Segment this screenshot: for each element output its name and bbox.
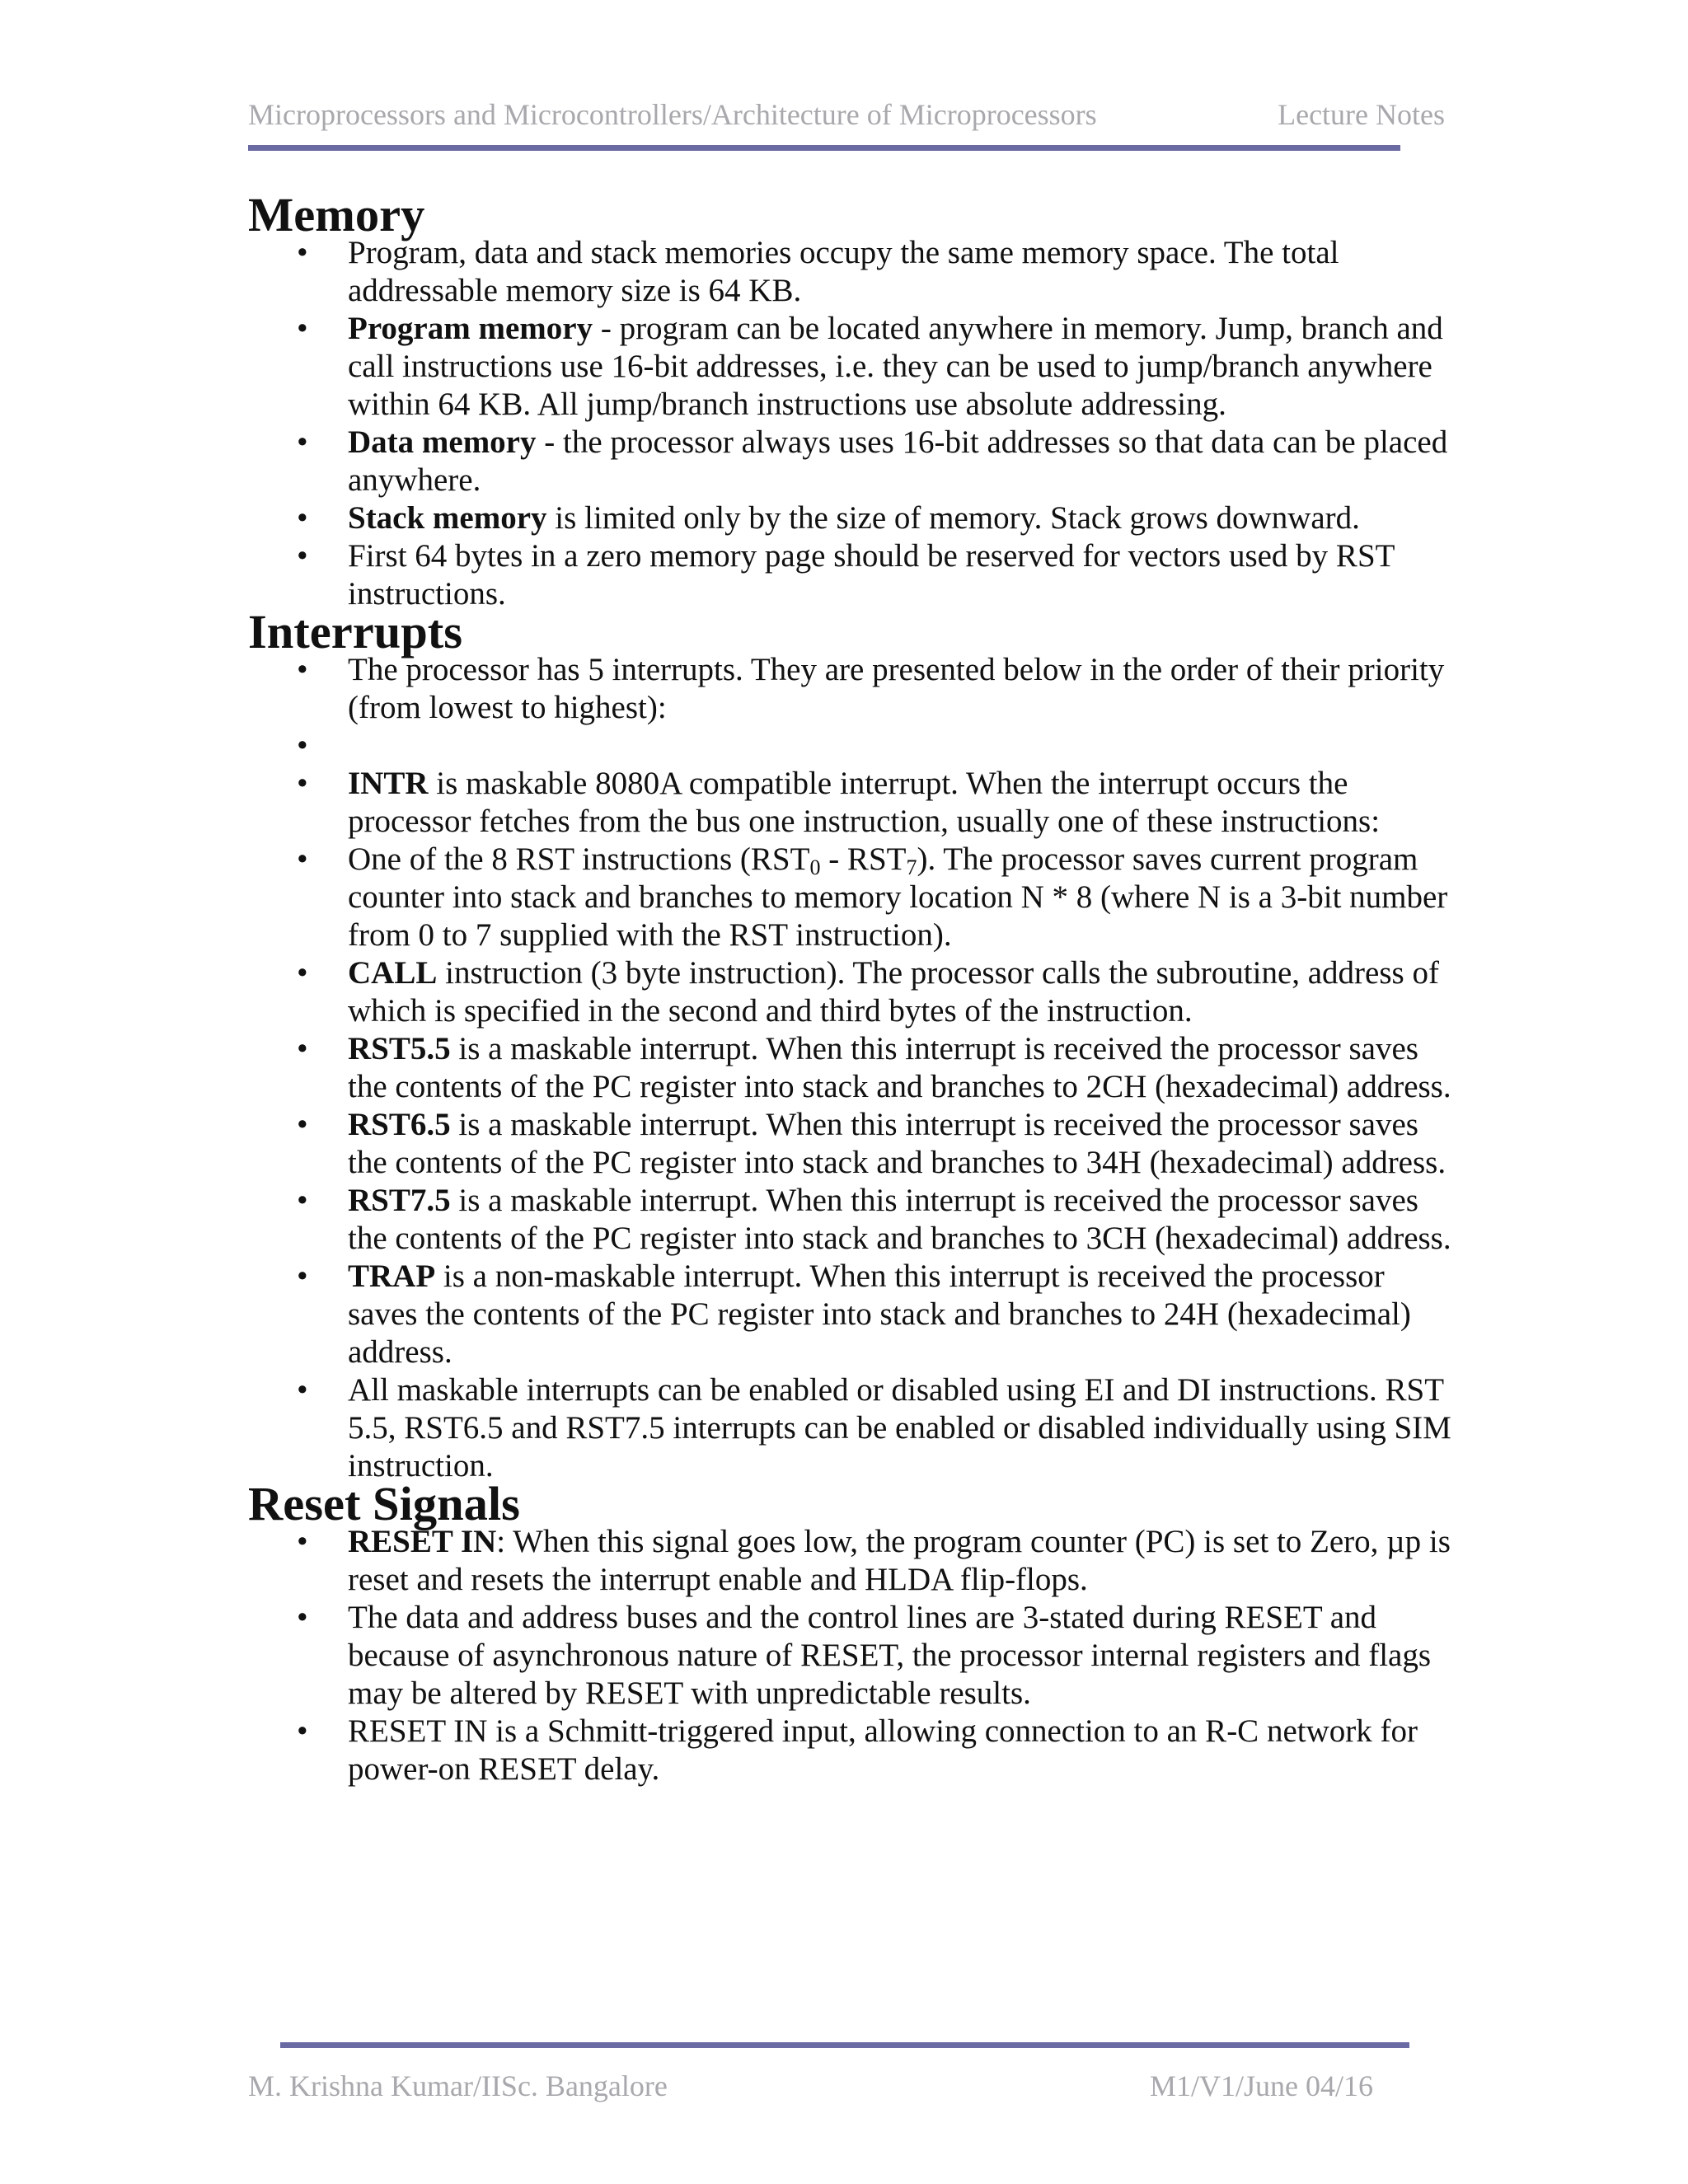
bullet-list xyxy=(248,1523,1451,1788)
item-term: RST7.5 xyxy=(348,1183,451,1218)
list-item-empty xyxy=(248,727,1451,765)
section-title: Memory xyxy=(248,188,425,241)
bullet-icon: • xyxy=(297,955,308,991)
header-divider xyxy=(248,145,1400,151)
list-item xyxy=(248,765,1451,841)
list-item xyxy=(248,1371,1451,1485)
bullet-list xyxy=(248,234,1451,613)
bullet-icon: • xyxy=(297,1713,308,1749)
item-text: is a non-maskable interrupt. When this interrupt is received the processor saves the contents of the PC register into stack and branches to 24H (hexadecimal) address. xyxy=(348,1258,1411,1370)
list-item xyxy=(248,954,1451,1030)
item-text: ). The processor saves current program counter into stack and branches to memory location N * 8 (where N is a 3-bit number from 0 to 7 supplied with the RST instruction). xyxy=(348,841,1448,953)
list-item xyxy=(248,1182,1451,1258)
list-item xyxy=(248,537,1451,613)
list-item xyxy=(248,1713,1451,1788)
item-text: instruction (3 byte instruction). The processor calls the subroutine, address of which is specified in the second and third bytes of the instruction. xyxy=(348,955,1439,1029)
list-item xyxy=(248,841,1451,954)
item-text: is a maskable interrupt. When this interrupt is received the processor saves the contents of the PC register into stack and branches to 3CH (hexadecimal) address. xyxy=(348,1183,1451,1256)
item-text: is a maskable interrupt. When this interrupt is received the processor saves the contents of the PC register into stack and branches to 34H (hexadecimal) address. xyxy=(348,1107,1447,1180)
bullet-icon: • xyxy=(297,728,308,763)
item-text: The processor has 5 interrupts. They are presented below in the order of their priority (from lowest to highest): xyxy=(348,652,1445,725)
footer-page-ref: M1/V1/June 04/16 xyxy=(1149,2069,1373,2102)
item-term: TRAP xyxy=(348,1258,436,1294)
list-item xyxy=(248,1106,1451,1182)
subscript: 7 xyxy=(906,855,917,879)
item-term: Program memory xyxy=(348,311,593,346)
bullet-icon: • xyxy=(297,311,308,346)
item-term: RST6.5 xyxy=(348,1107,451,1142)
item-text: - program can be located anywhere in memory. Jump, branch and call instructions use 16-bit addresses, i.e. they can be used to jump/branch anywhere within 64 KB. All jump/branch instructions use absolute addressing. xyxy=(348,311,1443,422)
item-term: INTR xyxy=(348,766,429,801)
bullet-icon: • xyxy=(297,1524,308,1559)
section-memory xyxy=(248,188,1451,613)
list-item xyxy=(248,424,1451,499)
bullet-icon: • xyxy=(297,424,308,460)
subscript: 0 xyxy=(809,855,821,879)
page-header xyxy=(248,97,1445,137)
page-footer xyxy=(248,2069,1373,2108)
section-title: Reset Signals xyxy=(248,1477,520,1530)
bullet-list xyxy=(248,651,1451,1485)
bullet-icon: • xyxy=(297,1183,308,1218)
bullet-icon: • xyxy=(297,766,308,801)
bullet-icon: • xyxy=(297,235,308,270)
item-text: RESET IN is a Schmitt-triggered input, allowing connection to an R-C network for power-on RESET delay. xyxy=(348,1713,1418,1787)
bullet-icon: • xyxy=(297,1372,308,1408)
item-text: First 64 bytes in a zero memory page should be reserved for vectors used by RST instructions. xyxy=(348,538,1395,612)
item-text: is a maskable interrupt. When this interrupt is received the processor saves the contents of the PC register into stack and branches to 2CH (hexadecimal) address. xyxy=(348,1031,1451,1104)
list-item xyxy=(248,1599,1451,1713)
section-reset-signals xyxy=(248,1477,1451,1788)
list-item xyxy=(248,1523,1451,1599)
bullet-icon: • xyxy=(297,1107,308,1142)
item-term: RST5.5 xyxy=(348,1031,451,1066)
bullet-icon: • xyxy=(297,1031,308,1066)
bullet-icon: • xyxy=(297,1600,308,1635)
header-doc-type: Lecture Notes xyxy=(1278,98,1445,131)
list-item xyxy=(248,499,1451,537)
item-text: Program, data and stack memories occupy the same memory space. The total addressable memory size is 64 KB. xyxy=(348,235,1339,308)
item-text: : When this signal goes low, the program counter (PC) is set to Zero, µp is reset and resets the interrupt enable and HLDA flip-flops. xyxy=(348,1524,1451,1597)
item-text: All maskable interrupts can be enabled or disabled using EI and DI instructions. RST 5.5, RST6.5 and RST7.5 interrupts can be enabled or disabled individually using SIM instruction. xyxy=(348,1372,1451,1483)
item-term: CALL xyxy=(348,955,438,991)
item-text: is limited only by the size of memory. Stack grows downward. xyxy=(546,500,1360,536)
item-term: Data memory xyxy=(348,424,537,460)
section-title: Interrupts xyxy=(248,605,462,658)
list-item xyxy=(248,310,1451,424)
item-term: Stack memory xyxy=(348,500,547,536)
section-interrupts xyxy=(248,605,1451,1485)
item-text: One of the 8 RST instructions (RST xyxy=(348,841,810,877)
bullet-icon: • xyxy=(297,1258,308,1294)
bullet-icon: • xyxy=(297,652,308,687)
item-term: RESET IN xyxy=(348,1524,497,1559)
item-text: The data and address buses and the control lines are 3-stated during RESET and because of asynchronous nature of RESET, the processor internal registers and flags may be altered by RESET with unpredictable results. xyxy=(348,1600,1432,1711)
item-text: - the processor always uses 16-bit addresses so that data can be placed anywhere. xyxy=(348,424,1448,498)
list-item xyxy=(248,1258,1451,1371)
footer-divider xyxy=(280,2042,1409,2048)
footer-author: M. Krishna Kumar/IISc. Bangalore xyxy=(248,2069,668,2102)
bullet-icon: • xyxy=(297,500,308,536)
document-body xyxy=(248,188,1451,1788)
list-item xyxy=(248,234,1451,310)
item-text: is maskable 8080A compatible interrupt. When the interrupt occurs the processor fetches from the bus one instruction, usually one of these instructions: xyxy=(348,766,1381,839)
bullet-icon: • xyxy=(297,841,308,877)
header-course-title: Microprocessors and Microcontrollers/Architecture of Microprocessors xyxy=(248,98,1097,131)
list-item xyxy=(248,1030,1451,1106)
bullet-icon: • xyxy=(297,538,308,574)
list-item xyxy=(248,651,1451,727)
item-text: - RST xyxy=(820,841,907,877)
